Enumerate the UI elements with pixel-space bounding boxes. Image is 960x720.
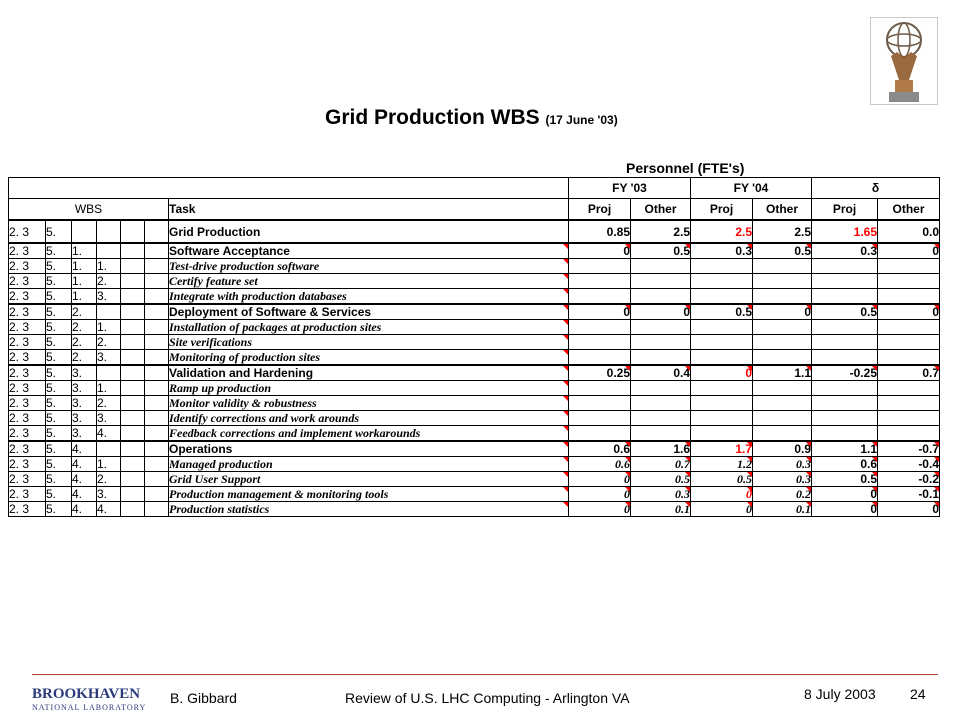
wbs-level-3: 4. bbox=[72, 441, 97, 457]
wbs-level-2: 5. bbox=[46, 220, 72, 243]
value-fy03-other bbox=[631, 381, 691, 396]
value-fy04-other: 0.1 bbox=[753, 502, 812, 517]
value-delta-other bbox=[878, 396, 940, 411]
value-fy03-proj bbox=[569, 381, 631, 396]
wbs-level-6 bbox=[145, 502, 169, 517]
wbs-level-4: 3. bbox=[97, 289, 121, 305]
wbs-level-3: 2. bbox=[72, 350, 97, 366]
task-name: Monitoring of production sites bbox=[169, 350, 569, 366]
task-name: Production management & monitoring tools bbox=[169, 487, 569, 502]
value-delta-proj bbox=[812, 396, 878, 411]
wbs-level-1: 2. 3 bbox=[9, 304, 46, 320]
page-title: Grid Production WBS (17 June '03) bbox=[325, 106, 618, 129]
value-fy04-proj bbox=[691, 381, 753, 396]
wbs-level-6 bbox=[145, 457, 169, 472]
wbs-level-4 bbox=[97, 220, 121, 243]
value-fy04-other bbox=[753, 289, 812, 305]
value-fy04-other: 1.1 bbox=[753, 365, 812, 381]
value-fy03-proj bbox=[569, 289, 631, 305]
value-delta-proj bbox=[812, 289, 878, 305]
value-fy03-proj: 0.85 bbox=[569, 220, 631, 243]
value-fy03-proj bbox=[569, 274, 631, 289]
wbs-level-2: 5. bbox=[46, 411, 72, 426]
wbs-level-2: 5. bbox=[46, 426, 72, 442]
header-delta-other: Other bbox=[878, 199, 940, 221]
header-fy03-other: Other bbox=[631, 199, 691, 221]
value-fy03-proj bbox=[569, 350, 631, 366]
value-delta-other: -0.7 bbox=[878, 441, 940, 457]
table-row bbox=[9, 289, 940, 305]
task-name: Grid User Support bbox=[169, 472, 569, 487]
wbs-table bbox=[8, 177, 940, 517]
wbs-level-1: 2. 3 bbox=[9, 274, 46, 289]
table-row bbox=[9, 396, 940, 411]
wbs-level-4: 1. bbox=[97, 320, 121, 335]
value-fy03-other: 0.5 bbox=[631, 472, 691, 487]
value-delta-proj: 0 bbox=[812, 487, 878, 502]
header-delta: δ bbox=[812, 178, 940, 199]
wbs-level-2: 5. bbox=[46, 441, 72, 457]
wbs-level-1: 2. 3 bbox=[9, 472, 46, 487]
wbs-level-5 bbox=[121, 441, 145, 457]
wbs-level-1: 2. 3 bbox=[9, 396, 46, 411]
wbs-level-1: 2. 3 bbox=[9, 502, 46, 517]
value-delta-proj: 0 bbox=[812, 502, 878, 517]
value-delta-proj: 0.5 bbox=[812, 304, 878, 320]
task-name: Validation and Hardening bbox=[169, 365, 569, 381]
wbs-level-1: 2. 3 bbox=[9, 243, 46, 259]
wbs-level-2: 5. bbox=[46, 320, 72, 335]
value-fy03-proj bbox=[569, 411, 631, 426]
table-row bbox=[9, 365, 940, 381]
wbs-level-6 bbox=[145, 365, 169, 381]
wbs-level-3: 2. bbox=[72, 320, 97, 335]
task-name: Operations bbox=[169, 441, 569, 457]
wbs-level-1: 2. 3 bbox=[9, 220, 46, 243]
wbs-level-3: 3. bbox=[72, 365, 97, 381]
value-fy03-other bbox=[631, 396, 691, 411]
wbs-level-1: 2. 3 bbox=[9, 441, 46, 457]
table-row bbox=[9, 457, 940, 472]
wbs-level-4: 3. bbox=[97, 350, 121, 366]
wbs-level-5 bbox=[121, 381, 145, 396]
value-delta-other bbox=[878, 320, 940, 335]
value-fy03-proj: 0 bbox=[569, 243, 631, 259]
table-row bbox=[9, 243, 940, 259]
value-delta-other bbox=[878, 274, 940, 289]
value-fy03-other bbox=[631, 426, 691, 442]
wbs-level-6 bbox=[145, 426, 169, 442]
value-fy04-proj: 0.5 bbox=[691, 304, 753, 320]
wbs-level-5 bbox=[121, 243, 145, 259]
value-fy03-proj bbox=[569, 320, 631, 335]
wbs-level-2: 5. bbox=[46, 274, 72, 289]
wbs-level-2: 5. bbox=[46, 289, 72, 305]
wbs-level-2: 5. bbox=[46, 350, 72, 366]
value-delta-proj bbox=[812, 411, 878, 426]
value-fy04-other: 2.5 bbox=[753, 220, 812, 243]
value-delta-proj: 0.5 bbox=[812, 472, 878, 487]
header-fy04: FY '04 bbox=[691, 178, 812, 199]
wbs-level-6 bbox=[145, 259, 169, 274]
task-name: Managed production bbox=[169, 457, 569, 472]
value-fy04-proj bbox=[691, 320, 753, 335]
footer-author: B. Gibbard bbox=[170, 690, 237, 706]
value-fy03-proj: 0 bbox=[569, 502, 631, 517]
wbs-level-5 bbox=[121, 457, 145, 472]
value-delta-other: 0.0 bbox=[878, 220, 940, 243]
task-name: Ramp up production bbox=[169, 381, 569, 396]
wbs-level-4: 3. bbox=[97, 487, 121, 502]
wbs-level-4: 4. bbox=[97, 502, 121, 517]
value-delta-other: -0.1 bbox=[878, 487, 940, 502]
wbs-level-3: 3. bbox=[72, 411, 97, 426]
value-fy04-proj: 0 bbox=[691, 502, 753, 517]
value-delta-proj: -0.25 bbox=[812, 365, 878, 381]
wbs-level-6 bbox=[145, 320, 169, 335]
value-fy04-proj: 0 bbox=[691, 365, 753, 381]
wbs-level-4: 2. bbox=[97, 335, 121, 350]
value-fy04-proj: 1.2 bbox=[691, 457, 753, 472]
wbs-level-5 bbox=[121, 396, 145, 411]
header-delta-proj: Proj bbox=[812, 199, 878, 221]
wbs-level-2: 5. bbox=[46, 457, 72, 472]
table-row bbox=[9, 487, 940, 502]
wbs-level-4: 1. bbox=[97, 457, 121, 472]
value-fy04-proj: 0.5 bbox=[691, 472, 753, 487]
value-delta-proj: 0.3 bbox=[812, 243, 878, 259]
wbs-level-5 bbox=[121, 426, 145, 442]
value-fy04-other bbox=[753, 396, 812, 411]
footer-date: 8 July 2003 bbox=[804, 686, 876, 702]
value-fy03-other: 2.5 bbox=[631, 220, 691, 243]
value-delta-proj bbox=[812, 259, 878, 274]
wbs-level-3: 3. bbox=[72, 381, 97, 396]
wbs-level-2: 5. bbox=[46, 396, 72, 411]
value-fy04-other bbox=[753, 274, 812, 289]
value-fy03-other bbox=[631, 350, 691, 366]
wbs-level-3: 1. bbox=[72, 289, 97, 305]
footer-rule bbox=[32, 674, 938, 675]
value-fy03-proj bbox=[569, 396, 631, 411]
value-fy04-proj bbox=[691, 411, 753, 426]
table-row bbox=[9, 335, 940, 350]
wbs-level-6 bbox=[145, 274, 169, 289]
wbs-level-3: 2. bbox=[72, 335, 97, 350]
wbs-level-3: 2. bbox=[72, 304, 97, 320]
header-fy04-other: Other bbox=[753, 199, 812, 221]
value-delta-proj: 1.65 bbox=[812, 220, 878, 243]
task-name: Feedback corrections and implement workarounds bbox=[169, 426, 569, 442]
wbs-level-2: 5. bbox=[46, 365, 72, 381]
atlas-logo bbox=[870, 17, 938, 105]
task-name: Production statistics bbox=[169, 502, 569, 517]
value-fy04-other bbox=[753, 350, 812, 366]
wbs-level-2: 5. bbox=[46, 335, 72, 350]
table-row bbox=[9, 320, 940, 335]
wbs-level-4: 1. bbox=[97, 259, 121, 274]
table-row bbox=[9, 350, 940, 366]
value-fy04-other: 0.3 bbox=[753, 472, 812, 487]
wbs-level-1: 2. 3 bbox=[9, 350, 46, 366]
value-fy04-proj bbox=[691, 259, 753, 274]
wbs-level-2: 5. bbox=[46, 304, 72, 320]
value-fy04-proj bbox=[691, 335, 753, 350]
header-task: Task bbox=[169, 199, 569, 221]
value-delta-other bbox=[878, 350, 940, 366]
header-fy04-proj: Proj bbox=[691, 199, 753, 221]
wbs-level-3: 1. bbox=[72, 259, 97, 274]
value-delta-proj bbox=[812, 426, 878, 442]
wbs-level-4: 2. bbox=[97, 274, 121, 289]
wbs-level-4 bbox=[97, 243, 121, 259]
value-fy03-other bbox=[631, 274, 691, 289]
value-fy03-proj: 0 bbox=[569, 304, 631, 320]
value-fy03-proj: 0.6 bbox=[569, 441, 631, 457]
wbs-level-1: 2. 3 bbox=[9, 320, 46, 335]
footer-event: Review of U.S. LHC Computing - Arlington VA bbox=[345, 690, 630, 706]
value-delta-other: 0 bbox=[878, 243, 940, 259]
value-delta-other: -0.4 bbox=[878, 457, 940, 472]
value-fy03-proj bbox=[569, 259, 631, 274]
value-delta-other bbox=[878, 381, 940, 396]
wbs-level-6 bbox=[145, 335, 169, 350]
wbs-level-5 bbox=[121, 502, 145, 517]
wbs-level-5 bbox=[121, 350, 145, 366]
wbs-level-6 bbox=[145, 304, 169, 320]
value-fy04-proj bbox=[691, 289, 753, 305]
bnl-name: BROOKHAVEN bbox=[32, 686, 141, 702]
value-fy04-proj: 0.3 bbox=[691, 243, 753, 259]
value-delta-proj: 0.6 bbox=[812, 457, 878, 472]
header-blank bbox=[9, 178, 569, 199]
value-delta-other bbox=[878, 411, 940, 426]
task-name: Software Acceptance bbox=[169, 243, 569, 259]
wbs-level-4 bbox=[97, 304, 121, 320]
value-fy04-proj: 2.5 bbox=[691, 220, 753, 243]
wbs-level-5 bbox=[121, 411, 145, 426]
wbs-level-1: 2. 3 bbox=[9, 365, 46, 381]
wbs-level-1: 2. 3 bbox=[9, 259, 46, 274]
wbs-level-5 bbox=[121, 289, 145, 305]
value-fy04-proj: 0 bbox=[691, 487, 753, 502]
value-delta-proj bbox=[812, 350, 878, 366]
wbs-level-5 bbox=[121, 304, 145, 320]
wbs-level-6 bbox=[145, 381, 169, 396]
value-fy03-proj: 0.6 bbox=[569, 457, 631, 472]
value-fy04-other bbox=[753, 411, 812, 426]
value-fy03-other bbox=[631, 335, 691, 350]
wbs-level-4: 1. bbox=[97, 381, 121, 396]
value-fy03-other: 0.5 bbox=[631, 243, 691, 259]
wbs-level-3: 4. bbox=[72, 472, 97, 487]
value-fy03-other bbox=[631, 411, 691, 426]
value-fy03-proj bbox=[569, 335, 631, 350]
value-fy04-other bbox=[753, 320, 812, 335]
wbs-level-2: 5. bbox=[46, 259, 72, 274]
wbs-level-6 bbox=[145, 441, 169, 457]
task-name: Integrate with production databases bbox=[169, 289, 569, 305]
bnl-subtitle: NATIONAL LABORATORY bbox=[32, 703, 147, 712]
value-delta-other: 0 bbox=[878, 304, 940, 320]
title-date: (17 June '03) bbox=[545, 113, 618, 127]
wbs-level-5 bbox=[121, 335, 145, 350]
wbs-level-4: 2. bbox=[97, 396, 121, 411]
value-fy04-proj bbox=[691, 426, 753, 442]
value-fy03-other: 0 bbox=[631, 304, 691, 320]
table-row bbox=[9, 426, 940, 442]
header-fy03-proj: Proj bbox=[569, 199, 631, 221]
wbs-level-3: 3. bbox=[72, 396, 97, 411]
wbs-level-1: 2. 3 bbox=[9, 426, 46, 442]
wbs-level-5 bbox=[121, 259, 145, 274]
task-name: Grid Production bbox=[169, 220, 569, 243]
value-delta-other: 0 bbox=[878, 502, 940, 517]
value-fy03-proj: 0 bbox=[569, 472, 631, 487]
wbs-level-5 bbox=[121, 320, 145, 335]
value-fy04-proj: 1.7 bbox=[691, 441, 753, 457]
table-row bbox=[9, 411, 940, 426]
wbs-level-1: 2. 3 bbox=[9, 457, 46, 472]
wbs-level-3: 4. bbox=[72, 457, 97, 472]
value-fy03-proj: 0 bbox=[569, 487, 631, 502]
wbs-level-5 bbox=[121, 365, 145, 381]
wbs-level-1: 2. 3 bbox=[9, 381, 46, 396]
wbs-level-2: 5. bbox=[46, 381, 72, 396]
table-row bbox=[9, 304, 940, 320]
wbs-level-4 bbox=[97, 365, 121, 381]
value-fy03-other: 0.3 bbox=[631, 487, 691, 502]
wbs-level-6 bbox=[145, 396, 169, 411]
wbs-level-1: 2. 3 bbox=[9, 335, 46, 350]
value-fy04-other: 0.9 bbox=[753, 441, 812, 457]
value-fy04-other bbox=[753, 381, 812, 396]
wbs-level-3: 4. bbox=[72, 487, 97, 502]
value-fy03-other bbox=[631, 320, 691, 335]
value-fy03-other: 0.4 bbox=[631, 365, 691, 381]
task-name: Deployment of Software & Services bbox=[169, 304, 569, 320]
table-row bbox=[9, 381, 940, 396]
value-fy04-other: 0.2 bbox=[753, 487, 812, 502]
value-delta-other bbox=[878, 289, 940, 305]
wbs-level-2: 5. bbox=[46, 487, 72, 502]
wbs-level-1: 2. 3 bbox=[9, 289, 46, 305]
value-fy03-other bbox=[631, 289, 691, 305]
value-fy04-proj bbox=[691, 274, 753, 289]
value-fy04-other bbox=[753, 426, 812, 442]
table-row bbox=[9, 274, 940, 289]
value-fy03-other: 1.6 bbox=[631, 441, 691, 457]
table-row bbox=[9, 441, 940, 457]
value-fy03-proj bbox=[569, 426, 631, 442]
wbs-level-2: 5. bbox=[46, 472, 72, 487]
table-row bbox=[9, 502, 940, 517]
value-delta-proj: 1.1 bbox=[812, 441, 878, 457]
wbs-level-5 bbox=[121, 220, 145, 243]
value-fy04-other: 0 bbox=[753, 304, 812, 320]
footer-page-number: 24 bbox=[910, 686, 926, 702]
wbs-level-3: 4. bbox=[72, 502, 97, 517]
value-fy04-other: 0.5 bbox=[753, 243, 812, 259]
value-delta-proj bbox=[812, 381, 878, 396]
wbs-level-3: 1. bbox=[72, 274, 97, 289]
task-name: Site verifications bbox=[169, 335, 569, 350]
wbs-level-5 bbox=[121, 472, 145, 487]
brookhaven-logo bbox=[32, 686, 150, 712]
wbs-level-6 bbox=[145, 411, 169, 426]
wbs-level-5 bbox=[121, 274, 145, 289]
value-fy04-other bbox=[753, 335, 812, 350]
wbs-level-6 bbox=[145, 289, 169, 305]
value-fy04-proj bbox=[691, 396, 753, 411]
wbs-level-3: 3. bbox=[72, 426, 97, 442]
wbs-level-6 bbox=[145, 487, 169, 502]
wbs-level-2: 5. bbox=[46, 502, 72, 517]
wbs-level-6 bbox=[145, 243, 169, 259]
task-name: Monitor validity & robustness bbox=[169, 396, 569, 411]
wbs-level-6 bbox=[145, 350, 169, 366]
value-delta-other bbox=[878, 335, 940, 350]
value-delta-other bbox=[878, 259, 940, 274]
table-row bbox=[9, 259, 940, 274]
value-fy03-other bbox=[631, 259, 691, 274]
wbs-level-2: 5. bbox=[46, 243, 72, 259]
table-row bbox=[9, 220, 940, 243]
task-name: Installation of packages at production sites bbox=[169, 320, 569, 335]
wbs-level-3: 1. bbox=[72, 243, 97, 259]
value-fy04-other: 0.3 bbox=[753, 457, 812, 472]
value-fy03-other: 0.1 bbox=[631, 502, 691, 517]
wbs-level-4: 3. bbox=[97, 411, 121, 426]
task-name: Certify feature set bbox=[169, 274, 569, 289]
value-fy03-proj: 0.25 bbox=[569, 365, 631, 381]
value-fy03-other: 0.7 bbox=[631, 457, 691, 472]
wbs-level-5 bbox=[121, 487, 145, 502]
value-delta-proj bbox=[812, 274, 878, 289]
personnel-label: Personnel (FTE's) bbox=[626, 160, 745, 176]
wbs-level-1: 2. 3 bbox=[9, 411, 46, 426]
value-fy04-proj bbox=[691, 350, 753, 366]
wbs-level-1: 2. 3 bbox=[9, 487, 46, 502]
header-wbs: WBS bbox=[9, 199, 169, 221]
value-delta-other: -0.2 bbox=[878, 472, 940, 487]
wbs-level-4: 2. bbox=[97, 472, 121, 487]
wbs-level-4 bbox=[97, 441, 121, 457]
task-name: Test-drive production software bbox=[169, 259, 569, 274]
task-name: Identify corrections and work arounds bbox=[169, 411, 569, 426]
header-fy03: FY '03 bbox=[569, 178, 691, 199]
value-delta-proj bbox=[812, 320, 878, 335]
wbs-level-4: 4. bbox=[97, 426, 121, 442]
value-delta-other bbox=[878, 426, 940, 442]
wbs-level-6 bbox=[145, 472, 169, 487]
value-delta-other: 0.7 bbox=[878, 365, 940, 381]
value-fy04-other bbox=[753, 259, 812, 274]
wbs-level-6 bbox=[145, 220, 169, 243]
value-delta-proj bbox=[812, 335, 878, 350]
wbs-level-3 bbox=[72, 220, 97, 243]
table-row bbox=[9, 472, 940, 487]
